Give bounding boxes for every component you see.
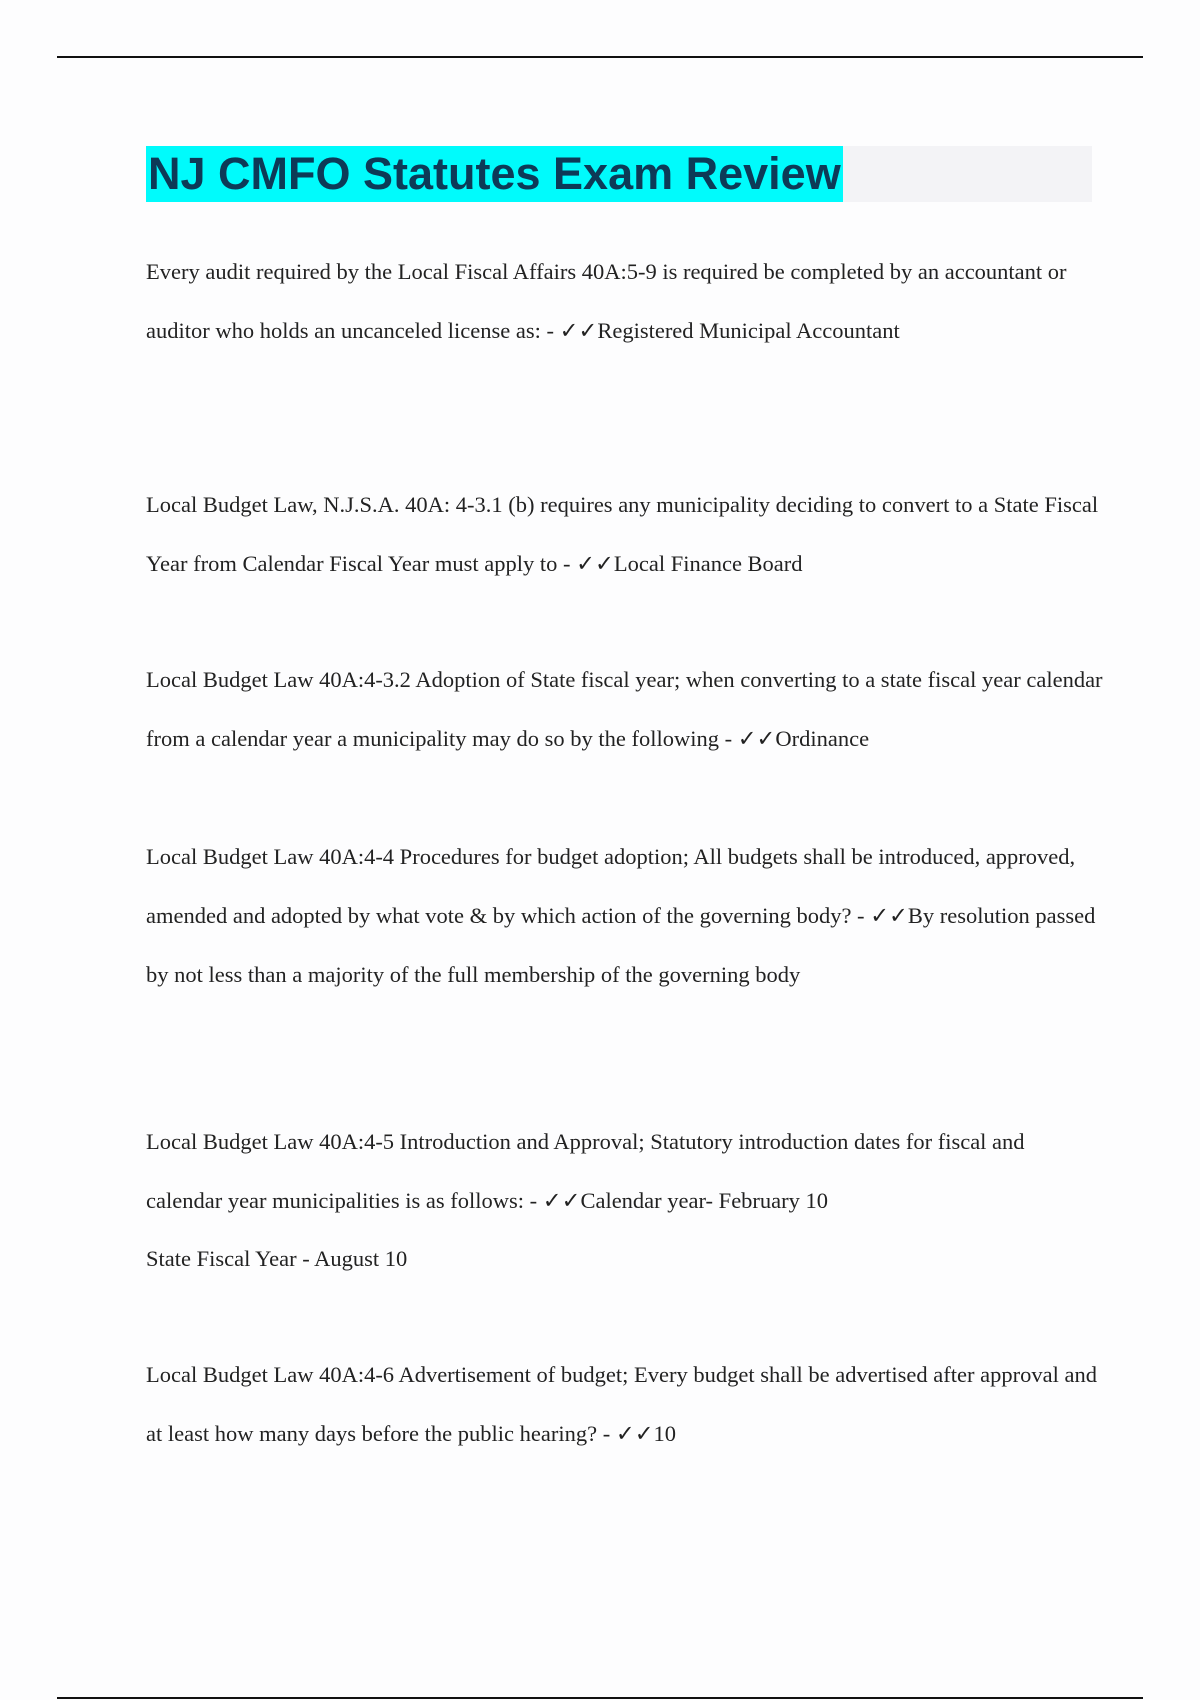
- question-text: Local Budget Law 40A:4-6 Advertisement of budget; Every budget shall be advertised after approval and at least how many days before the public hearing? -: [146, 1362, 1097, 1446]
- answer-text: ✓✓Local Finance Board: [576, 551, 803, 576]
- answer-text: ✓✓Calendar year- February 10: [542, 1188, 829, 1213]
- qa-item-5: [146, 1112, 1106, 1288]
- document-title: NJ CMFO Statutes Exam Review: [146, 146, 843, 202]
- question-text: Local Budget Law 40A:4-5 Introduction and Approval; Statutory introduction dates for fiscal and calendar year municipalities is as follows: -: [146, 1129, 1025, 1213]
- answer-text-line2: State Fiscal Year - August 10: [146, 1246, 408, 1271]
- qa-item-1: [146, 242, 1106, 360]
- answer-text: ✓✓Registered Municipal Accountant: [559, 318, 900, 343]
- question-text: Local Budget Law 40A:4-3.2 Adoption of State fiscal year; when converting to a state fiscal year calendar from a calendar year a municipality may do so by the following -: [146, 667, 1103, 751]
- qa-item-3: [146, 650, 1106, 768]
- question-text: Local Budget Law, N.J.S.A. 40A: 4-3.1 (b) requires any municipality deciding to convert to a State Fiscal Year from Calendar Fiscal Year must apply to -: [146, 492, 1099, 576]
- question-text: Every audit required by the Local Fiscal Affairs 40A:5-9 is required be completed by an accountant or auditor who holds an uncanceled license as: -: [146, 259, 1067, 343]
- question-text: Local Budget Law 40A:4-4 Procedures for budget adoption; All budgets shall be introduced, approved, amended and adopted by what vote & by which action of the governing body? -: [146, 844, 1076, 928]
- bottom-rule: [57, 1697, 1143, 1699]
- answer-text: ✓✓10: [615, 1421, 677, 1446]
- answer-text: ✓✓Ordinance: [737, 726, 870, 751]
- top-rule: [57, 56, 1143, 58]
- qa-item-4: [146, 827, 1106, 1004]
- qa-item-2: [146, 475, 1106, 593]
- answer-text: ✓✓By resolution passed by not less than a majority of the full membership of the governing body: [146, 903, 1096, 987]
- qa-item-6: [146, 1345, 1106, 1463]
